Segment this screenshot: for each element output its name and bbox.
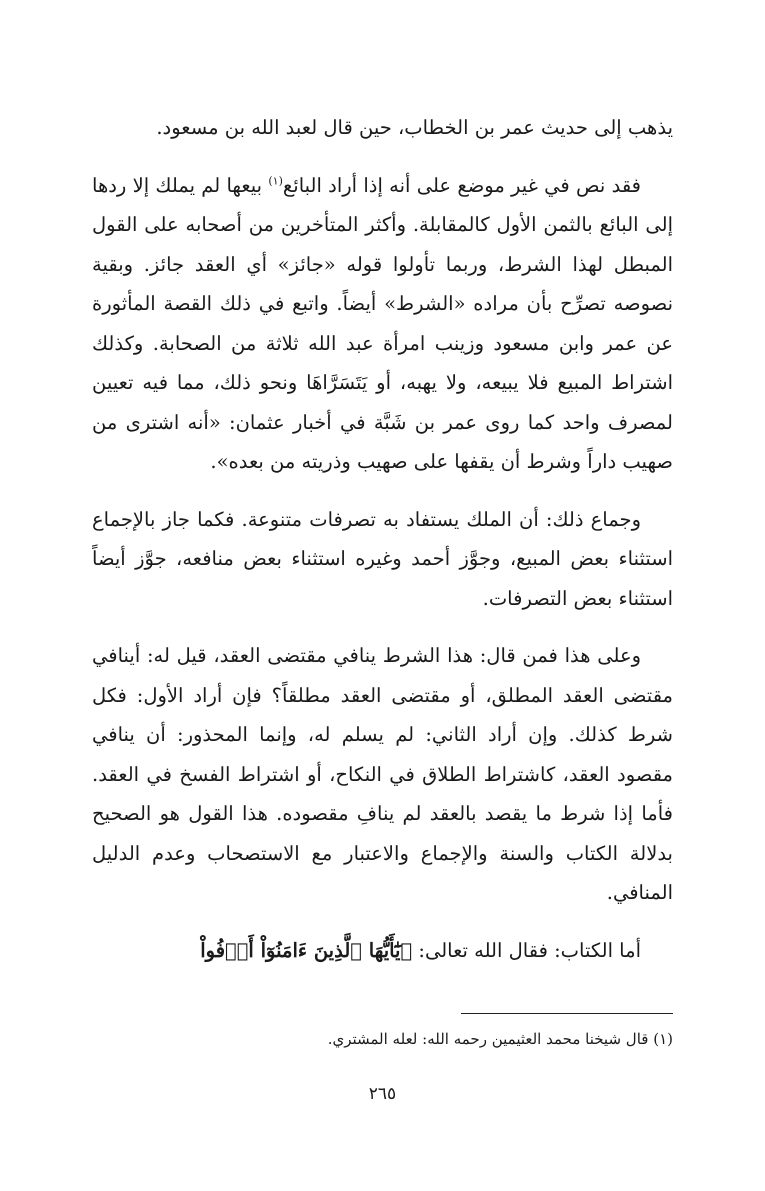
- footnote-text: قال شيخنا محمد العثيمين رحمه الله: لعله المشتري.: [327, 1030, 649, 1048]
- paragraph-2-after: بيعها لم يملك إلا ردها إلى البائع بالثمن الأول كالمقابلة. وأكثر المتأخرين من أصحابه على القول المبطل لهذا الشرط، وربما تأولوا قوله «جائز» أي العقد جائز. وبقية نصوصه تصرِّح بأن مراده «الشرط» أيضاً. واتبع في ذلك القصة المأثورة عن عمر وابن مسعود وزينب امرأة عبد الله ثلاثة من الصحابة. وكذلك اشتراط المبيع فلا يبيعه، ولا يهبه، أو يَتَسَرَّاهَا ونحو ذلك، مما فيه تعيين لمصرف واحد كما روى عمر بن شَبَّة في أخبار عثمان: «أنه اشترى من صهيب داراً وشرط أن يقفها على صهيب وذريته من بعده».: [92, 173, 673, 473]
- paragraph-2: [92, 166, 673, 482]
- paragraph-5: [92, 931, 673, 971]
- paragraph-1-text: يذهب إلى حديث عمر بن الخطاب، حين قال لعبد الله بن مسعود.: [156, 116, 673, 139]
- footnote-reference: (١): [268, 174, 283, 187]
- footnote-marker: (١): [653, 1030, 673, 1048]
- paragraph-3: [92, 500, 673, 619]
- paragraph-3-text: وجماع ذلك: أن الملك يستفاد به تصرفات متنوعة. فكما جاز بالإجماع استثناء بعض المبيع، وجوَّز أحمد وغيره استثناء بعض منافعه، جوَّز أيضاً استثناء بعض التصرفات.: [92, 507, 673, 610]
- main-text: [92, 108, 673, 970]
- footnote-divider: [461, 1013, 673, 1014]
- paragraph-4: [92, 636, 673, 913]
- paragraph-2-before: فقد نص في غير موضع على أنه إذا أراد البائع: [282, 173, 642, 197]
- paragraph-4-text: وعلى هذا فمن قال: هذا الشرط ينافي مقتضى العقد، قيل له: أينافي مقتضى العقد المطلق، أو مقتضى العقد مطلقاً؟ فإن أراد الأول: فكل شرط كذلك. وإن أراد الثاني: لم يسلم له، وإنما المحذور: أن ينافي مقصود العقد، كاشتراط الطلاق في النكاح، أو اشتراط الفسخ في العقد. فأما إذا شرط ما يقصد بالعقد لم ينافِ مقصوده. هذا القول هو الصحيح بدلالة الكتاب والسنة والإجماع والاعتبار مع الاستصحاب وعدم الدليل المنافي.: [92, 644, 673, 904]
- paragraph-5-text: أما الكتاب: فقال الله تعالى:: [412, 938, 641, 962]
- quran-verse: ﴿يَٰٓأَيُّهَا ٱلَّذِينَ ءَامَنُوٓاْ أَوۡفُواْ: [200, 938, 413, 962]
- page-number: ٢٦٥: [368, 1084, 397, 1104]
- paragraph-1: [92, 108, 673, 148]
- footnote: [92, 1024, 673, 1054]
